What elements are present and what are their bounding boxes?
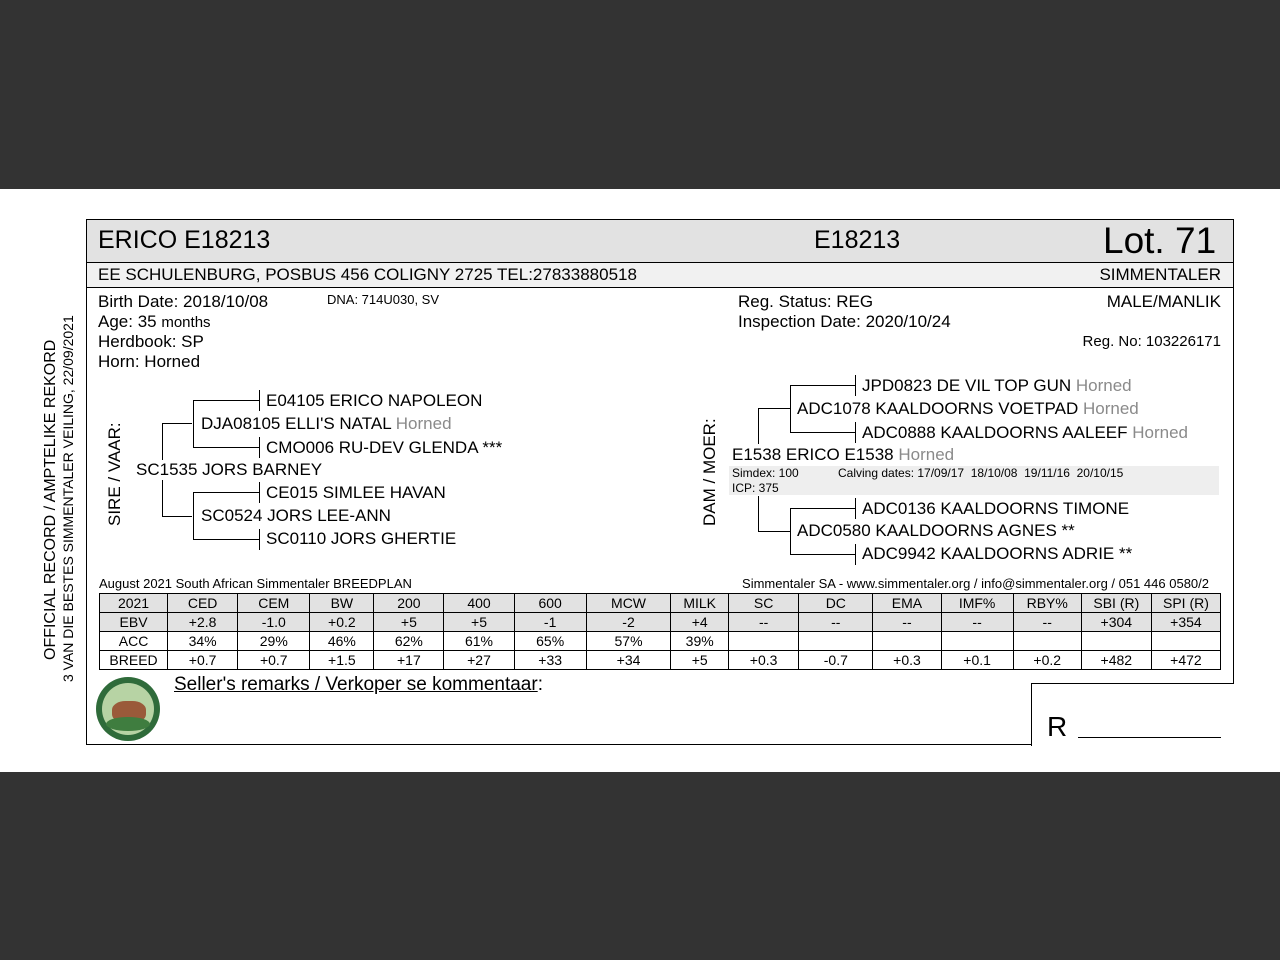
breedplan-2-cell: -0.7: [799, 651, 873, 670]
breedplan-0-cell: +0.2: [310, 613, 374, 632]
line: [790, 432, 855, 433]
line: [758, 408, 790, 409]
price-entry-line[interactable]: [1078, 737, 1221, 738]
breedplan-2-cell: +0.1: [941, 651, 1013, 670]
dam-dam-sire: ADC0136 KAALDOORNS TIMONE: [862, 499, 1130, 518]
sire-dam-sire: CE015 SIMLEE HAVAN: [266, 483, 446, 502]
line: [790, 554, 855, 555]
breedplan-2-cell: +0.3: [873, 651, 941, 670]
breedplan-1-cell: 34%: [168, 632, 238, 651]
breedplan-0-cell: --: [873, 613, 941, 632]
breedplan-2-cell: +0.7: [168, 651, 238, 670]
sex: MALE/MANLIK: [1106, 292, 1221, 311]
reg-status: Reg. Status: REG: [738, 292, 874, 311]
dam-name: E1538 ERICO E1538: [732, 445, 894, 464]
breedplan-0-cell: +354: [1151, 613, 1220, 632]
dam-sire-sire: [862, 376, 1132, 396]
remarks-colon: :: [537, 674, 543, 695]
breedplan-0-cell: -1: [514, 613, 586, 632]
breedplan-1-cell: [1081, 632, 1151, 651]
breedplan-1-cell: [729, 632, 799, 651]
breedplan-1-cell: [873, 632, 941, 651]
dam-sire-sire-name: JPD0823 DE VIL TOP GUN: [862, 376, 1072, 395]
breedplan-header-cell: CED: [168, 594, 238, 613]
dam-sire-dam-horn: Horned: [1132, 423, 1189, 442]
animal-id: E18213: [814, 226, 901, 254]
line: [758, 496, 759, 531]
breedplan-header-cell: SC: [729, 594, 799, 613]
line: [758, 408, 759, 444]
herdbook: Herdbook: SP: [98, 332, 204, 351]
sire-sire-horn: Horned: [395, 414, 452, 433]
line: [193, 539, 259, 540]
auction-label: 3 VAN DIE BESTES SIMMENTALER VEILING, 22/09/2021: [60, 315, 76, 682]
dam-sire-dam: [862, 423, 1188, 443]
dam-horn: Horned: [898, 445, 955, 464]
breedplan-1-cell: 46%: [310, 632, 374, 651]
breedplan-0-cell: --: [729, 613, 799, 632]
inspection-date: Inspection Date: 2020/10/24: [738, 312, 951, 331]
breedplan-0-cell: +2.8: [168, 613, 238, 632]
breedplan-1-cell: 29%: [238, 632, 310, 651]
line: [259, 482, 260, 503]
dam-dam: ADC0580 KAALDOORNS AGNES **: [797, 521, 1079, 541]
line: [162, 423, 192, 424]
breedplan-1-cell: [941, 632, 1013, 651]
sire-sire-dam: CMO006 RU-DEV GLENDA ***: [266, 438, 503, 457]
remarks-line: [174, 674, 543, 696]
breedplan-2-cell: +472: [1151, 651, 1220, 670]
sire-sire: [201, 414, 456, 434]
breedplan-header-cell: BW: [310, 594, 374, 613]
line: [162, 516, 192, 517]
breedplan-1-cell: 57%: [586, 632, 671, 651]
breedplan-1-cell: [1151, 632, 1220, 651]
sire-label: SIRE / VAAR:: [105, 422, 124, 526]
breedplan-0-cell: --: [799, 613, 873, 632]
breedplan-2-cell: +5: [671, 651, 729, 670]
breedplan-1-cell: [799, 632, 873, 651]
breedplan-header-cell: DC: [799, 594, 873, 613]
line: [790, 385, 791, 432]
breedplan-header-cell: IMF%: [941, 594, 1013, 613]
age: [98, 312, 211, 332]
breedplan-2-cell: +0.2: [1013, 651, 1081, 670]
line: [855, 422, 856, 443]
breedplan-0-cell: -2: [586, 613, 671, 632]
breedplan-header-cell: MILK: [671, 594, 729, 613]
breedplan-1-cell: [1013, 632, 1081, 651]
breedplan-2-row: [100, 651, 1221, 670]
line: [193, 492, 259, 493]
line: [855, 544, 856, 565]
breedplan-2-cell: +0.3: [729, 651, 799, 670]
breedplan-header-row: [100, 594, 1221, 613]
registration-number: Reg. No: 103226171: [1082, 333, 1221, 350]
breedplan-2-cell: +482: [1081, 651, 1151, 670]
breedplan-2-cell: +33: [514, 651, 586, 670]
breedplan-0-cell: +304: [1081, 613, 1151, 632]
sire-sire-sire: E04105 ERICO NAPOLEON: [266, 391, 483, 410]
breedplan-2-cell: +27: [444, 651, 514, 670]
animal-name: ERICO E18213: [98, 226, 271, 254]
sire-name: SC1535 JORS BARNEY: [136, 460, 326, 480]
breedplan-0-cell: +5: [444, 613, 514, 632]
line: [259, 437, 260, 458]
age-value: Age: 35: [98, 312, 157, 331]
line: [193, 400, 259, 401]
breedplan-header-cell: EMA: [873, 594, 941, 613]
breedplan-1-cell: ACC: [100, 632, 168, 651]
line: [193, 400, 194, 447]
breedplan-header-cell: CEM: [238, 594, 310, 613]
breedplan-0-cell: +4: [671, 613, 729, 632]
dam-calving-dates: Calving dates: 17/09/17 18/10/08 19/11/16 20/10/15: [838, 466, 1124, 480]
dam-name-row: [732, 445, 954, 465]
price-prefix: R: [1047, 711, 1068, 742]
breedplan-2-cell: +34: [586, 651, 671, 670]
breedplan-1-cell: 39%: [671, 632, 729, 651]
dam-dam-dam: ADC9942 KAALDOORNS ADRIE **: [862, 544, 1133, 563]
sire-sire-name: DJA08105 ELLI'S NATAL: [201, 414, 392, 433]
breedplan-header-cell: RBY%: [1013, 594, 1081, 613]
breedplan-0-cell: +5: [374, 613, 444, 632]
breedplan-0-row: [100, 613, 1221, 632]
dna-info: DNA: 714U030, SV: [327, 292, 440, 307]
breedplan-1-row: [100, 632, 1221, 651]
breedplan-table: [99, 593, 1221, 670]
line: [259, 390, 260, 411]
horn-status: Horn: Horned: [98, 352, 201, 371]
dam-sire-name: ADC1078 KAALDOORNS VOETPAD: [797, 399, 1079, 418]
breedplan-2-cell: +17: [374, 651, 444, 670]
breedplan-header-cell: 400: [444, 594, 514, 613]
dam-sire: [797, 399, 1143, 419]
line: [855, 375, 856, 396]
breedplan-0-cell: --: [1013, 613, 1081, 632]
age-unit: months: [161, 314, 211, 331]
breedplan-header-cell: SPI (R): [1151, 594, 1220, 613]
breedplan-header-cell: SBI (R): [1081, 594, 1151, 613]
breedplan-1-cell: 65%: [514, 632, 586, 651]
breedplan-1-cell: 62%: [374, 632, 444, 651]
line: [790, 508, 855, 509]
breedplan-2-cell: +1.5: [310, 651, 374, 670]
breedplan-header-cell: 600: [514, 594, 586, 613]
breedplan-1-cell: 61%: [444, 632, 514, 651]
breed-name: SIMMENTALER: [1099, 265, 1221, 284]
lot-number: Lot. 71: [1103, 220, 1217, 261]
line: [790, 385, 855, 386]
simmentaler-logo-icon: [96, 677, 160, 741]
society-contact: Simmentaler SA - www.simmentaler.org / info@simmentaler.org / 051 446 0580/2: [742, 576, 1209, 591]
breedplan-2-cell: +0.7: [238, 651, 310, 670]
line: [193, 492, 194, 539]
birth-date: Birth Date: 2018/10/08: [98, 292, 269, 311]
breedplan-0-cell: --: [941, 613, 1013, 632]
line: [758, 531, 790, 532]
breedplan-header-cell: 2021: [100, 594, 168, 613]
breeder-address: EE SCHULENBURG, POSBUS 456 COLIGNY 2725 TEL:27833880518: [98, 265, 637, 284]
dam-simdex: Simdex: 100: [732, 466, 799, 480]
dam-icp: ICP: 375: [732, 481, 779, 495]
dam-sire-sire-horn: Horned: [1075, 376, 1132, 395]
sire-dam-dam: SC0110 JORS GHERTIE: [266, 529, 457, 548]
breedplan-2-cell: BREED: [100, 651, 168, 670]
breedplan-0-cell: -1.0: [238, 613, 310, 632]
dam-sire-horn: Horned: [1082, 399, 1139, 418]
breedplan-0-cell: EBV: [100, 613, 168, 632]
line: [259, 529, 260, 550]
dam-label: DAM / MOER:: [700, 418, 719, 526]
dam-sire-dam-name: ADC0888 KAALDOORNS AALEEF: [862, 423, 1128, 442]
seller-remarks-label: Seller's remarks / Verkoper se kommentaar: [174, 674, 538, 695]
breedplan-header-cell: MCW: [586, 594, 671, 613]
breedplan-header-cell: 200: [374, 594, 444, 613]
official-record-label: OFFICIAL RECORD / AMPTELIKE REKORD: [42, 339, 59, 660]
breedplan-source: August 2021 South African Simmentaler BREEDPLAN: [99, 576, 412, 591]
line: [193, 447, 259, 448]
sire-dam: SC0524 JORS LEE-ANN: [201, 506, 395, 526]
line: [855, 498, 856, 519]
line: [790, 508, 791, 554]
